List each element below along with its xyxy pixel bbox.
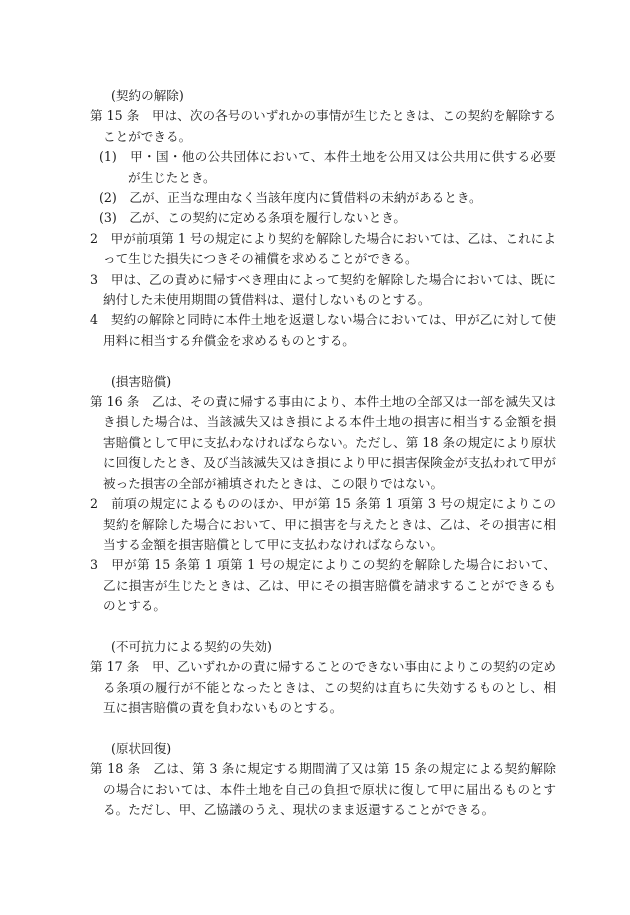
article-heading: (損害賠償) bbox=[111, 373, 172, 389]
article-item: (1) 甲・国・他の公共団体において、本件土地を公用又は公共用に供する必要が生じたとき。 bbox=[99, 149, 556, 185]
article-main-clause: 第 17 条 甲、乙いずれかの責に帰することのできない事由によりこの契約の定める条項の履行が不能となったときは、この契約は直ちに失効するものとし、相互に損害賠償の責を負わないものとする。 bbox=[90, 659, 556, 716]
article-paragraph: 3 甲が第 15 条第 1 項第 1 号の規定によりこの契約を解除した場合において、乙に損害が生じたときは、乙は、甲にその損害賠償を請求することができるものとする。 bbox=[90, 557, 556, 614]
article-paragraph: 2 甲が前項第 1 号の規定により契約を解除した場合においては、乙は、これによって生じた損失につきその補償を求めることができる。 bbox=[90, 230, 556, 267]
article-paragraph: 4 契約の解除と同時に本件土地を返還しない場合においては、甲が乙に対して使用料に相当する弁償金を求めるものとする。 bbox=[90, 312, 556, 348]
article-15 bbox=[90, 86, 556, 351]
article-main-clause: 第 16 条 乙は、その責に帰する事由により、本件土地の全部又は一部を滅失又はき損した場合は、当該滅失又はき損による本件土地の損害に相当する金額を損害賠償として甲に支払わなければならない。ただし、第 18 条の規定により原状に回復したとき、及び当該滅失又はき損により甲に損害保険金が支払われて甲が被った損害の全部が補填されたときは、この限りではない。 bbox=[90, 394, 556, 491]
article-paragraph: 3 甲は、乙の責めに帰すべき理由によって契約を解除した場合においては、既に納付した未使用期間の賃借料は、還付しないものとする。 bbox=[90, 271, 556, 308]
article-16 bbox=[90, 372, 556, 617]
article-heading: (契約の解除) bbox=[111, 88, 184, 103]
article-17 bbox=[90, 637, 556, 719]
article-main-clause: 第 15 条 甲は、次の各号のいずれかの事情が生じたときは、この契約を解除することができる。 bbox=[90, 108, 556, 144]
article-item: (2) 乙が、正当な理由なく当該年度内に賃借料の未納があるとき。 bbox=[99, 190, 482, 206]
article-18 bbox=[90, 739, 556, 821]
article-item: (3) 乙が、この契約に定める条項を履行しないとき。 bbox=[99, 210, 406, 226]
article-heading: (原状回復) bbox=[111, 740, 172, 756]
article-heading: (不可抗力による契約の失効) bbox=[111, 638, 272, 654]
article-main-clause: 第 18 条 乙は、第 3 条に規定する期間満了又は第 15 条の規定による契約解除の場合においては、本件土地を自己の負担で原状に復して甲に届出るものとする。ただし、甲、乙協議のうえ、現状のまま返還することができる。 bbox=[90, 761, 556, 818]
article-paragraph: 2 前項の規定によるもののほか、甲が第 15 条第 1 項第 3 号の規定によりこの契約を解除した場合において、甲に損害を与えたときは、乙は、その損害に相当する金額を損害賠償として甲に支払わなければならない。 bbox=[90, 496, 556, 552]
document-page bbox=[90, 86, 556, 821]
